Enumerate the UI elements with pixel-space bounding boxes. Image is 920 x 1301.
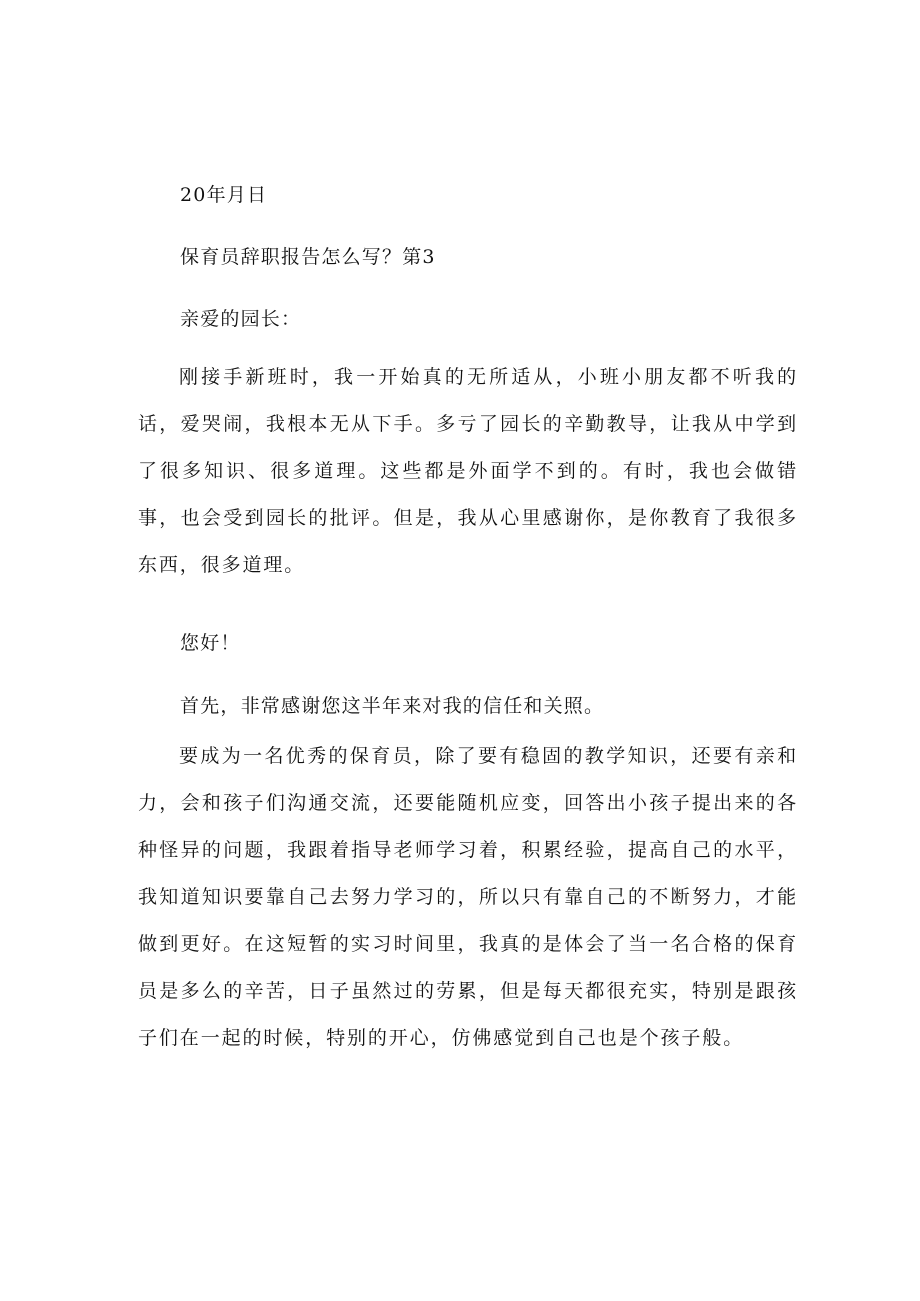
paragraph-2: 首先，非常感谢您这半年来对我的信任和关照。 [180, 695, 605, 717]
section-title: 保育员辞职报告怎么写？第3 [180, 246, 436, 268]
date-line: 20年月日 [180, 184, 268, 206]
paragraph-1: 刚接手新班时，我一开始真的无所适从，小班小朋友都不听我的话，爱哭闹，我根本无从下手。多亏了园长的辛勤教导，让我从中学到了很多知识、很多道理。这些都是外面学不到的。有时，我也会做错事，也会受到园长的批评。但是，我从心里感谢你，是你教育了我很多东西，很多道理。 [138, 366, 798, 576]
salutation: 亲爱的园长： [180, 308, 302, 330]
greeting: 您好！ [180, 632, 241, 654]
paragraph-3: 要成为一名优秀的保育员，除了要有稳固的教学知识，还要有亲和力，会和孩子们沟通交流，还要能随机应变，回答出小孩子提出来的各种怪异的问题，我跟着指导老师学习着，积累经验，提高自己的水平，我知道知识要靠自己去努力学习的，所以只有靠自己的不断努力，才能做到更好。在这短暂的实习时间里，我真的是体会了当一名合格的保育员是多么的辛苦，日子虽然过的劳累，但是每天都很充实，特别是跟孩子们在一起的时候，特别的开心，仿佛感觉到自己也是个孩子般。 [138, 745, 798, 1049]
